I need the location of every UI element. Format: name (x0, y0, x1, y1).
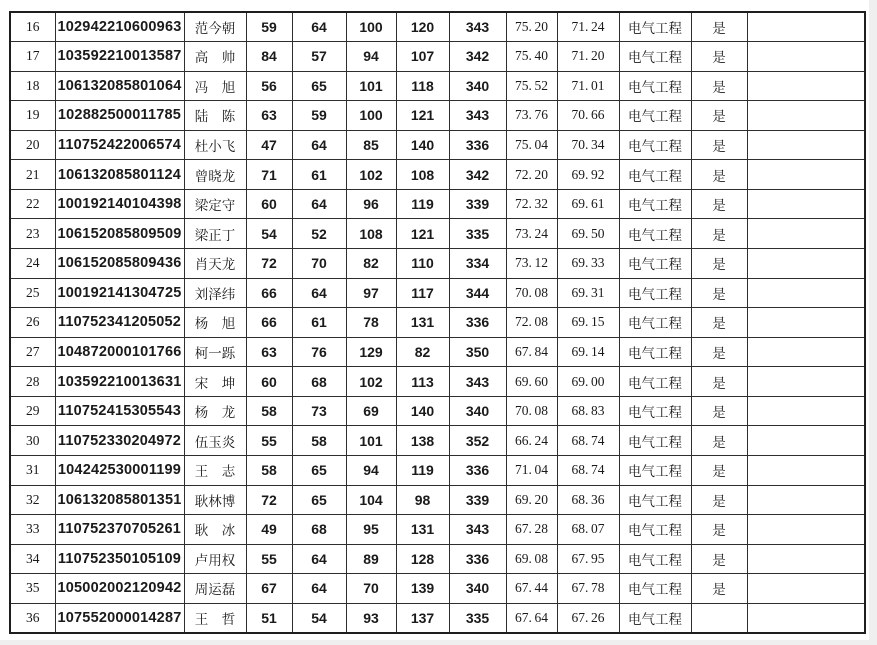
cell-weighted1: 70. 08 (506, 278, 557, 308)
cell-weighted1: 67. 64 (506, 603, 557, 633)
cell-weighted2: 69. 92 (557, 160, 619, 190)
cell-score1: 71 (246, 160, 292, 190)
table-row (10, 544, 865, 574)
cell-score2: 57 (292, 42, 346, 72)
cell-score1: 66 (246, 308, 292, 338)
cell-name: 冯 旭 (184, 71, 246, 101)
cell-weighted2: 69. 61 (557, 189, 619, 219)
cell-admitted: 是 (691, 308, 747, 338)
cell-name: 宋 坤 (184, 367, 246, 397)
cell-admitted: 是 (691, 367, 747, 397)
cell-name: 高 帅 (184, 42, 246, 72)
cell-score1: 72 (246, 249, 292, 279)
cell-score4: 138 (396, 426, 449, 456)
cell-total: 344 (449, 278, 506, 308)
cell-major: 电气工程 (619, 12, 691, 42)
cell-index: 19 (10, 101, 55, 131)
cell-weighted1: 73. 24 (506, 219, 557, 249)
cell-candidate_id: 100192141304725 (55, 278, 184, 308)
table-row (10, 160, 865, 190)
cell-admitted: 是 (691, 42, 747, 72)
cell-weighted1: 73. 76 (506, 101, 557, 131)
cell-name: 杨 旭 (184, 308, 246, 338)
cell-index: 23 (10, 219, 55, 249)
cell-score2: 65 (292, 485, 346, 515)
cell-score2: 64 (292, 278, 346, 308)
cell-index: 27 (10, 337, 55, 367)
cell-weighted2: 71. 01 (557, 71, 619, 101)
table-row (10, 426, 865, 456)
table-row (10, 71, 865, 101)
cell-name: 柯一跞 (184, 337, 246, 367)
cell-candidate_id: 110752370705261 (55, 515, 184, 545)
cell-score1: 66 (246, 278, 292, 308)
cell-major: 电气工程 (619, 189, 691, 219)
cell-weighted2: 68. 36 (557, 485, 619, 515)
cell-index: 30 (10, 426, 55, 456)
cell-index: 22 (10, 189, 55, 219)
cell-score2: 64 (292, 544, 346, 574)
cell-name: 梁正丁 (184, 219, 246, 249)
cell-score3: 102 (346, 160, 396, 190)
cell-score4: 119 (396, 455, 449, 485)
cell-score3: 94 (346, 42, 396, 72)
cell-weighted2: 68. 07 (557, 515, 619, 545)
cell-remark (747, 455, 865, 485)
cell-admitted: 是 (691, 219, 747, 249)
cell-total: 343 (449, 515, 506, 545)
cell-candidate_id: 104872000101766 (55, 337, 184, 367)
cell-score4: 137 (396, 603, 449, 633)
cell-admitted: 是 (691, 249, 747, 279)
cell-score4: 121 (396, 219, 449, 249)
cell-admitted: 是 (691, 130, 747, 160)
cell-score1: 72 (246, 485, 292, 515)
cell-weighted2: 69. 50 (557, 219, 619, 249)
cell-score4: 131 (396, 308, 449, 338)
cell-weighted1: 72. 32 (506, 189, 557, 219)
cell-score3: 94 (346, 455, 396, 485)
table-body (10, 12, 865, 633)
cell-index: 33 (10, 515, 55, 545)
cell-score3: 104 (346, 485, 396, 515)
cell-weighted2: 67. 95 (557, 544, 619, 574)
cell-total: 336 (449, 130, 506, 160)
table-row (10, 219, 865, 249)
cell-total: 342 (449, 42, 506, 72)
cell-index: 29 (10, 396, 55, 426)
cell-remark (747, 160, 865, 190)
cell-candidate_id: 110752422006574 (55, 130, 184, 160)
cell-major: 电气工程 (619, 515, 691, 545)
cell-score2: 64 (292, 574, 346, 604)
cell-score4: 118 (396, 71, 449, 101)
cell-name: 伍玉炎 (184, 426, 246, 456)
cell-score3: 108 (346, 219, 396, 249)
cell-index: 20 (10, 130, 55, 160)
cell-weighted2: 67. 78 (557, 574, 619, 604)
cell-candidate_id: 106132085801124 (55, 160, 184, 190)
cell-major: 电气工程 (619, 337, 691, 367)
cell-remark (747, 249, 865, 279)
cell-score3: 93 (346, 603, 396, 633)
cell-candidate_id: 100192140104398 (55, 189, 184, 219)
cell-weighted1: 67. 84 (506, 337, 557, 367)
cell-name: 肖天龙 (184, 249, 246, 279)
cell-candidate_id: 103592210013631 (55, 367, 184, 397)
cell-major: 电气工程 (619, 278, 691, 308)
table-row (10, 12, 865, 42)
cell-name: 杜小飞 (184, 130, 246, 160)
cell-score3: 101 (346, 71, 396, 101)
cell-major: 电气工程 (619, 367, 691, 397)
cell-remark (747, 71, 865, 101)
cell-total: 350 (449, 337, 506, 367)
cell-score1: 54 (246, 219, 292, 249)
cell-candidate_id: 110752415305543 (55, 396, 184, 426)
cell-score3: 102 (346, 367, 396, 397)
cell-weighted2: 70. 34 (557, 130, 619, 160)
cell-major: 电气工程 (619, 130, 691, 160)
cell-remark (747, 426, 865, 456)
cell-total: 335 (449, 603, 506, 633)
score-table (9, 11, 866, 634)
table-row (10, 42, 865, 72)
cell-admitted: 是 (691, 160, 747, 190)
cell-major: 电气工程 (619, 71, 691, 101)
cell-remark (747, 544, 865, 574)
cell-total: 336 (449, 308, 506, 338)
cell-index: 28 (10, 367, 55, 397)
cell-admitted: 是 (691, 574, 747, 604)
cell-weighted1: 66. 24 (506, 426, 557, 456)
cell-score2: 64 (292, 130, 346, 160)
table-row (10, 574, 865, 604)
cell-score4: 107 (396, 42, 449, 72)
cell-index: 36 (10, 603, 55, 633)
cell-score1: 58 (246, 396, 292, 426)
cell-score2: 64 (292, 12, 346, 42)
cell-index: 18 (10, 71, 55, 101)
table-row (10, 485, 865, 515)
cell-candidate_id: 110752341205052 (55, 308, 184, 338)
cell-candidate_id: 105002002120942 (55, 574, 184, 604)
cell-candidate_id: 110752350105109 (55, 544, 184, 574)
cell-weighted1: 69. 08 (506, 544, 557, 574)
cell-score3: 85 (346, 130, 396, 160)
cell-score2: 73 (292, 396, 346, 426)
cell-weighted2: 71. 24 (557, 12, 619, 42)
cell-score1: 60 (246, 189, 292, 219)
cell-score2: 61 (292, 308, 346, 338)
cell-score4: 98 (396, 485, 449, 515)
cell-remark (747, 130, 865, 160)
cell-score1: 55 (246, 544, 292, 574)
cell-score3: 96 (346, 189, 396, 219)
cell-remark (747, 574, 865, 604)
cell-admitted: 是 (691, 515, 747, 545)
cell-score1: 84 (246, 42, 292, 72)
cell-total: 352 (449, 426, 506, 456)
cell-total: 336 (449, 455, 506, 485)
cell-score4: 119 (396, 189, 449, 219)
cell-weighted2: 67. 26 (557, 603, 619, 633)
cell-major: 电气工程 (619, 42, 691, 72)
cell-score1: 51 (246, 603, 292, 633)
cell-score2: 65 (292, 455, 346, 485)
table-row (10, 189, 865, 219)
cell-remark (747, 42, 865, 72)
cell-major: 电气工程 (619, 574, 691, 604)
cell-admitted: 是 (691, 101, 747, 131)
cell-admitted: 是 (691, 426, 747, 456)
cell-admitted: 是 (691, 71, 747, 101)
cell-candidate_id: 107552000014287 (55, 603, 184, 633)
cell-major: 电气工程 (619, 455, 691, 485)
cell-total: 343 (449, 101, 506, 131)
cell-name: 陆 陈 (184, 101, 246, 131)
cell-score4: 82 (396, 337, 449, 367)
cell-score1: 47 (246, 130, 292, 160)
cell-weighted2: 68. 74 (557, 455, 619, 485)
cell-index: 25 (10, 278, 55, 308)
cell-score2: 76 (292, 337, 346, 367)
cell-score3: 69 (346, 396, 396, 426)
cell-remark (747, 12, 865, 42)
cell-total: 340 (449, 396, 506, 426)
cell-index: 17 (10, 42, 55, 72)
table-row (10, 603, 865, 633)
cell-major: 电气工程 (619, 249, 691, 279)
cell-weighted1: 69. 60 (506, 367, 557, 397)
cell-total: 335 (449, 219, 506, 249)
cell-total: 334 (449, 249, 506, 279)
cell-score3: 89 (346, 544, 396, 574)
cell-score2: 68 (292, 367, 346, 397)
cell-candidate_id: 104242530001199 (55, 455, 184, 485)
cell-remark (747, 603, 865, 633)
cell-name: 周运磊 (184, 574, 246, 604)
cell-major: 电气工程 (619, 426, 691, 456)
table-row (10, 278, 865, 308)
cell-name: 曾晓龙 (184, 160, 246, 190)
table-row (10, 249, 865, 279)
table-row (10, 101, 865, 131)
cell-total: 339 (449, 189, 506, 219)
cell-score4: 128 (396, 544, 449, 574)
cell-score1: 67 (246, 574, 292, 604)
cell-score4: 121 (396, 101, 449, 131)
cell-weighted2: 69. 14 (557, 337, 619, 367)
cell-score2: 68 (292, 515, 346, 545)
cell-major: 电气工程 (619, 603, 691, 633)
cell-index: 26 (10, 308, 55, 338)
cell-score4: 113 (396, 367, 449, 397)
cell-name: 杨 龙 (184, 396, 246, 426)
cell-name: 梁定守 (184, 189, 246, 219)
cell-remark (747, 515, 865, 545)
cell-total: 342 (449, 160, 506, 190)
cell-admitted: 是 (691, 455, 747, 485)
cell-remark (747, 189, 865, 219)
cell-score3: 97 (346, 278, 396, 308)
cell-weighted1: 75. 04 (506, 130, 557, 160)
cell-major: 电气工程 (619, 485, 691, 515)
cell-score3: 101 (346, 426, 396, 456)
cell-index: 35 (10, 574, 55, 604)
table-row (10, 455, 865, 485)
cell-weighted2: 69. 15 (557, 308, 619, 338)
cell-score2: 70 (292, 249, 346, 279)
cell-major: 电气工程 (619, 160, 691, 190)
cell-name: 耿 冰 (184, 515, 246, 545)
cell-weighted2: 71. 20 (557, 42, 619, 72)
cell-weighted1: 69. 20 (506, 485, 557, 515)
cell-score4: 139 (396, 574, 449, 604)
cell-remark (747, 278, 865, 308)
cell-weighted1: 73. 12 (506, 249, 557, 279)
cell-major: 电气工程 (619, 101, 691, 131)
cell-score4: 140 (396, 130, 449, 160)
table-row (10, 367, 865, 397)
cell-score1: 60 (246, 367, 292, 397)
cell-score2: 54 (292, 603, 346, 633)
cell-score4: 110 (396, 249, 449, 279)
cell-candidate_id: 106132085801064 (55, 71, 184, 101)
cell-weighted1: 71. 04 (506, 455, 557, 485)
cell-weighted1: 72. 08 (506, 308, 557, 338)
cell-candidate_id: 102882500011785 (55, 101, 184, 131)
cell-weighted2: 70. 66 (557, 101, 619, 131)
cell-candidate_id: 106132085801351 (55, 485, 184, 515)
cell-weighted2: 68. 83 (557, 396, 619, 426)
cell-weighted1: 75. 20 (506, 12, 557, 42)
cell-name: 耿林博 (184, 485, 246, 515)
cell-score3: 100 (346, 12, 396, 42)
viewer-edge-right (869, 0, 877, 645)
cell-score4: 131 (396, 515, 449, 545)
cell-candidate_id: 102942210600963 (55, 12, 184, 42)
cell-score4: 117 (396, 278, 449, 308)
cell-weighted2: 69. 31 (557, 278, 619, 308)
cell-major: 电气工程 (619, 219, 691, 249)
cell-candidate_id: 110752330204972 (55, 426, 184, 456)
cell-name: 王 志 (184, 455, 246, 485)
cell-score3: 95 (346, 515, 396, 545)
cell-admitted: 是 (691, 485, 747, 515)
cell-candidate_id: 103592210013587 (55, 42, 184, 72)
cell-score2: 52 (292, 219, 346, 249)
cell-score3: 70 (346, 574, 396, 604)
cell-score4: 120 (396, 12, 449, 42)
cell-score2: 59 (292, 101, 346, 131)
cell-name: 卢用权 (184, 544, 246, 574)
cell-candidate_id: 106152085809436 (55, 249, 184, 279)
cell-weighted1: 67. 28 (506, 515, 557, 545)
cell-weighted2: 69. 00 (557, 367, 619, 397)
cell-admitted: 是 (691, 189, 747, 219)
cell-name: 王 哲 (184, 603, 246, 633)
cell-total: 336 (449, 544, 506, 574)
cell-index: 34 (10, 544, 55, 574)
cell-remark (747, 219, 865, 249)
cell-score1: 58 (246, 455, 292, 485)
cell-major: 电气工程 (619, 544, 691, 574)
cell-remark (747, 367, 865, 397)
cell-weighted1: 75. 40 (506, 42, 557, 72)
cell-score4: 108 (396, 160, 449, 190)
cell-weighted1: 72. 20 (506, 160, 557, 190)
cell-total: 343 (449, 367, 506, 397)
cell-index: 24 (10, 249, 55, 279)
cell-index: 21 (10, 160, 55, 190)
cell-index: 31 (10, 455, 55, 485)
table-row (10, 396, 865, 426)
cell-name: 范今朝 (184, 12, 246, 42)
cell-score3: 78 (346, 308, 396, 338)
cell-score1: 49 (246, 515, 292, 545)
table-row (10, 337, 865, 367)
cell-weighted1: 70. 08 (506, 396, 557, 426)
cell-remark (747, 101, 865, 131)
viewer-edge-bottom (0, 640, 877, 645)
cell-score1: 59 (246, 12, 292, 42)
cell-score2: 61 (292, 160, 346, 190)
cell-score2: 64 (292, 189, 346, 219)
cell-score1: 63 (246, 337, 292, 367)
cell-admitted: 是 (691, 544, 747, 574)
cell-score1: 63 (246, 101, 292, 131)
table-row (10, 308, 865, 338)
cell-score1: 56 (246, 71, 292, 101)
table-row (10, 515, 865, 545)
cell-score3: 82 (346, 249, 396, 279)
cell-index: 32 (10, 485, 55, 515)
cell-score1: 55 (246, 426, 292, 456)
cell-weighted1: 67. 44 (506, 574, 557, 604)
cell-candidate_id: 106152085809509 (55, 219, 184, 249)
cell-admitted: 是 (691, 337, 747, 367)
cell-total: 340 (449, 71, 506, 101)
cell-weighted1: 75. 52 (506, 71, 557, 101)
cell-admitted: 是 (691, 278, 747, 308)
cell-admitted (691, 603, 747, 633)
cell-score3: 100 (346, 101, 396, 131)
cell-total: 343 (449, 12, 506, 42)
cell-major: 电气工程 (619, 396, 691, 426)
cell-score3: 129 (346, 337, 396, 367)
cell-total: 340 (449, 574, 506, 604)
cell-remark (747, 396, 865, 426)
cell-weighted2: 68. 74 (557, 426, 619, 456)
cell-remark (747, 308, 865, 338)
cell-index: 16 (10, 12, 55, 42)
cell-name: 刘泽纬 (184, 278, 246, 308)
cell-score2: 65 (292, 71, 346, 101)
cell-remark (747, 485, 865, 515)
cell-score2: 58 (292, 426, 346, 456)
table-row (10, 130, 865, 160)
cell-admitted: 是 (691, 12, 747, 42)
cell-remark (747, 337, 865, 367)
cell-weighted2: 69. 33 (557, 249, 619, 279)
cell-score4: 140 (396, 396, 449, 426)
cell-total: 339 (449, 485, 506, 515)
cell-major: 电气工程 (619, 308, 691, 338)
cell-admitted: 是 (691, 396, 747, 426)
